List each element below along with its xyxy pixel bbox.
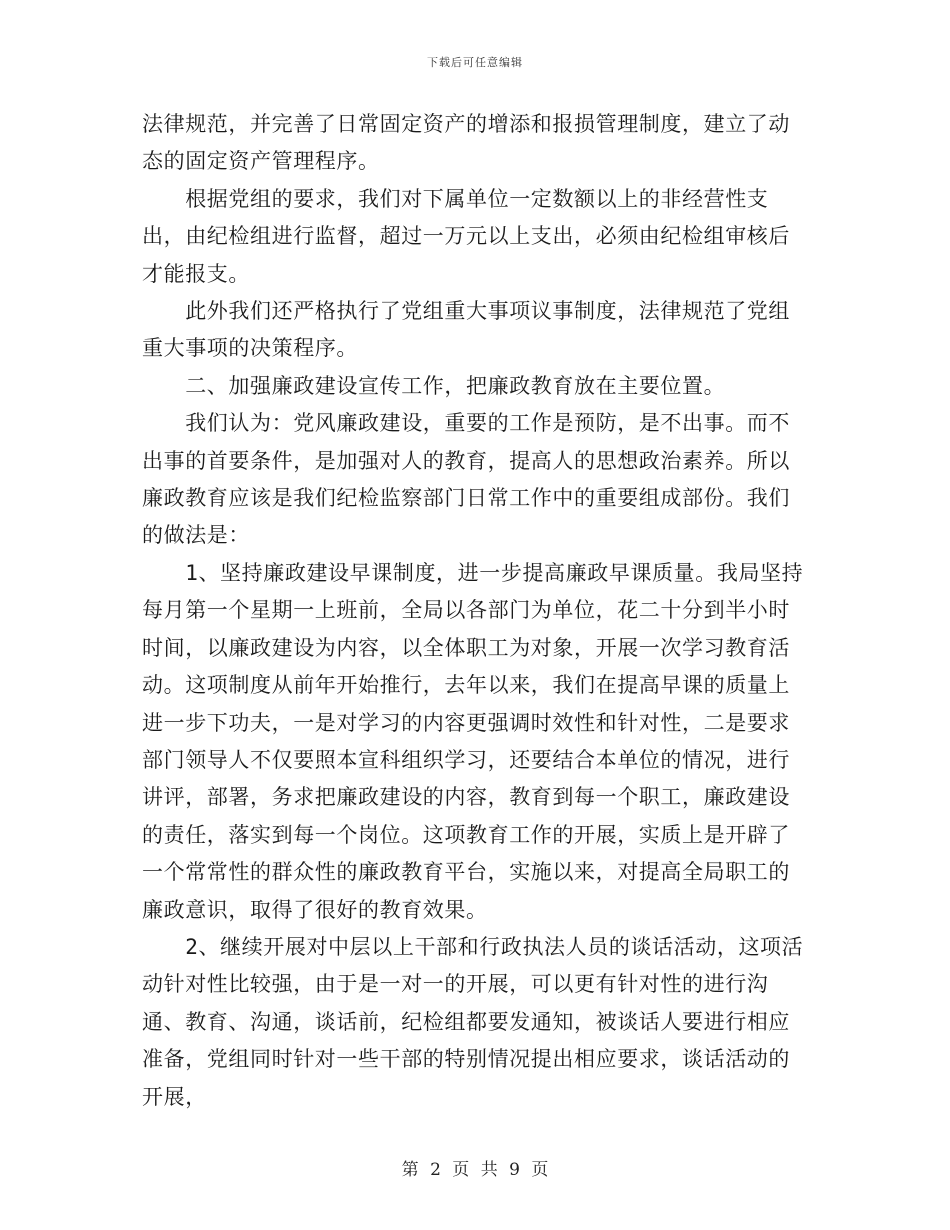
header-note: 下载后可任意编辑 xyxy=(427,56,523,69)
document-body xyxy=(142,106,808,1116)
list-item-1: 1、坚持廉政建设早课制度，进一步提高廉政早课质量。我局坚持每月第一个星期一上班前，全局以各部门为单位，花二十分到半小时时间，以廉政建设为内容，以全体职工为对象，开展一次学习教育活动。这项制度从前年开始推行，去年以来，我们在提高早课的质量上进一步下功夫，一是对学习的内容更强调时效性和针对性，二是要求部门领导人不仅要照本宣科组织学习，还要结合本单位的情况，进行讲评，部署，务求把廉政建设的内容，教育到每一个职工，廉政建设的责任，落实到每一个岗位。这项教育工作的开展，实质上是开辟了一个常常性的群众性的廉政教育平台，实施以来，对提高全局职工的廉政意识，取得了很好的教育效果。 xyxy=(142,560,804,922)
footer-total-pages: 9 xyxy=(509,1160,520,1180)
list-item-2: 2、继续开展对中层以上干部和行政执法人员的谈话活动，这项活动针对性比较强，由于是一对一的开展，可以更有针对性的进行沟通、教育、沟通，谈话前，纪检组都要发通知，被谈话人要进行相应准备，党组同时针对一些干部的特别情况提出相应要求，谈话活动的开展， xyxy=(142,934,804,1109)
section-heading-2: 二、加强廉政建设宣传工作，把廉政教育放在主要位置。 xyxy=(142,373,726,398)
paragraph-3: 此外我们还严格执行了党组重大事项议事制度，法律规范了党组重大事项的决策程序。 xyxy=(142,299,790,361)
footer-prefix: 第 xyxy=(401,1160,419,1180)
footer-total-label: 共 xyxy=(480,1160,498,1180)
paragraph-1: 法律规范，并完善了日常固定资产的增添和报损管理制度，建立了动态的固定资产管理程序。 xyxy=(142,112,790,174)
footer-suffix: 页 xyxy=(531,1160,549,1180)
footer-page-label: 页 xyxy=(452,1160,470,1180)
footer-current-page: 2 xyxy=(430,1160,441,1180)
paragraph-4: 我们认为：党风廉政建设，重要的工作是预防，是不出事。而不出事的首要条件，是加强对人的教育，提高人的思想政治素养。所以廉政教育应该是我们纪检监察部门日常工作中的重要组成部份。我们的做法是： xyxy=(142,411,790,548)
paragraph-2: 根据党组的要求，我们对下属单位一定数额以上的非经营性支出，由纪检组进行监督，超过一万元以上支出，必须由纪检组审核后才能报支。 xyxy=(142,186,790,286)
page-footer xyxy=(0,1155,950,1180)
